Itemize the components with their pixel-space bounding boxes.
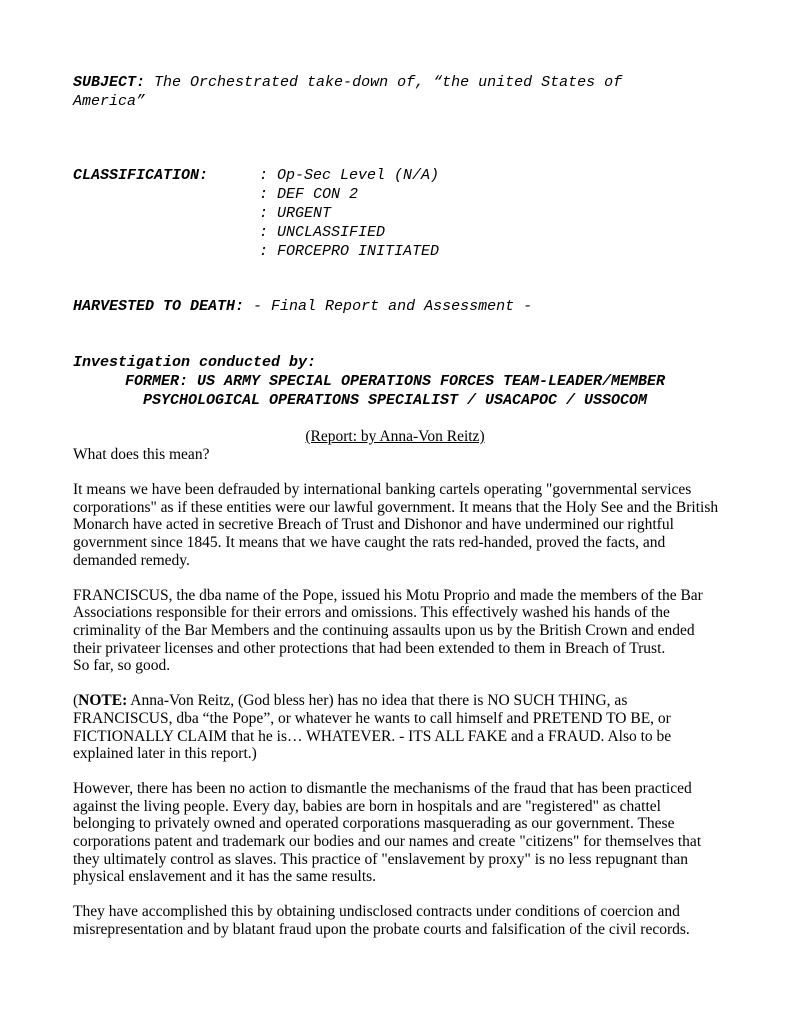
- harvested-text: - Final Report and Assessment -: [253, 298, 533, 315]
- note-open-paren: (: [73, 692, 79, 710]
- paragraph-franciscus: [73, 587, 721, 675]
- note-label: NOTE:: [78, 692, 128, 710]
- paragraph-note: [73, 692, 721, 762]
- note-text: Anna-Von Reitz, (God bless her) has no idea that there is NO SUCH THING, as FRANCISCUS, dba “the Pope”, or whatever he wants to call himself and PRETEND TO BE, or FICTIONALLY CLAIM that he is… WHATEVER. - ITS ALL FAKE and a FRAUD. Also to be explained later in this report.): [73, 692, 672, 763]
- paragraph-franciscus-text: FRANCISCUS, the dba name of the Pope, issued his Motu Proprio and made the members of the Bar Associations responsible for their errors and omissions. This effectively washed his hands of the criminality of the Bar Members and the continuing assaults upon us by the British Crown and ended their privateer licenses and other protections that had been extended to them in Breach of Trust.: [73, 586, 703, 657]
- classification-item: : URGENT: [259, 205, 332, 222]
- paragraph-accomplished: They have accomplished this by obtaining undisclosed contracts under conditions of coercion and misrepresentation and by blatant fraud upon the probate courts and falsification of the civil records.: [73, 903, 690, 939]
- harvested-label: HARVESTED TO DEATH:: [73, 298, 245, 315]
- paragraph-defrauded: It means we have been defrauded by international banking cartels operating "governmental services corporations" as if these entities were our lawful government. It means that the Holy See and the British Monarch have acted in secretive Breach of Trust and Dishonor and have undermined our rightful government since 1845. It means that we have caught the rats red-handed, proved the facts, and demanded remedy.: [73, 481, 719, 569]
- investigator-credentials: [73, 372, 717, 410]
- harvested-line: [73, 297, 532, 316]
- document-body: [73, 446, 721, 956]
- paragraph-question: What does this mean?: [73, 446, 210, 463]
- subject-line: [73, 73, 673, 111]
- subject-label: SUBJECT:: [73, 74, 146, 91]
- classification-item: : UNCLASSIFIED: [259, 224, 386, 241]
- classification-label: CLASSIFICATION:: [73, 167, 209, 184]
- paragraph-however: However, there has been no action to dismantle the mechanisms of the fraud that has been practiced against the living people. Every day, babies are born in hospitals and are "registered" as chattel belonging to privately owned and operated corporations masquerading as our government. These corporations patent and trademark our bodies and our names and create "citizens" for themselves that they ultimately control as slaves. This practice of "enslavement by proxy" is no less repugnant than physical enslavement and it has the same results.: [73, 780, 702, 886]
- investigator-line-1: FORMER: US ARMY SPECIAL OPERATIONS FORCES TEAM-LEADER/MEMBER: [124, 373, 666, 390]
- investigation-label: Investigation conducted by:: [73, 354, 317, 371]
- report-attribution: (Report: by Anna-Von Reitz): [305, 428, 485, 445]
- paragraph-so-far: So far, so good.: [73, 657, 171, 675]
- classification-item: : Op-Sec Level (N/A): [259, 167, 440, 184]
- classification-list: [259, 166, 439, 261]
- subject-text: The Orchestrated take-down of, “the united States of America”: [73, 74, 623, 110]
- classification-item: : DEF CON 2: [259, 186, 359, 203]
- investigator-line-2: PSYCHOLOGICAL OPERATIONS SPECIALIST / USACAPOC / USSOCOM: [142, 392, 648, 409]
- classification-item: : FORCEPRO INITIATED: [259, 243, 440, 260]
